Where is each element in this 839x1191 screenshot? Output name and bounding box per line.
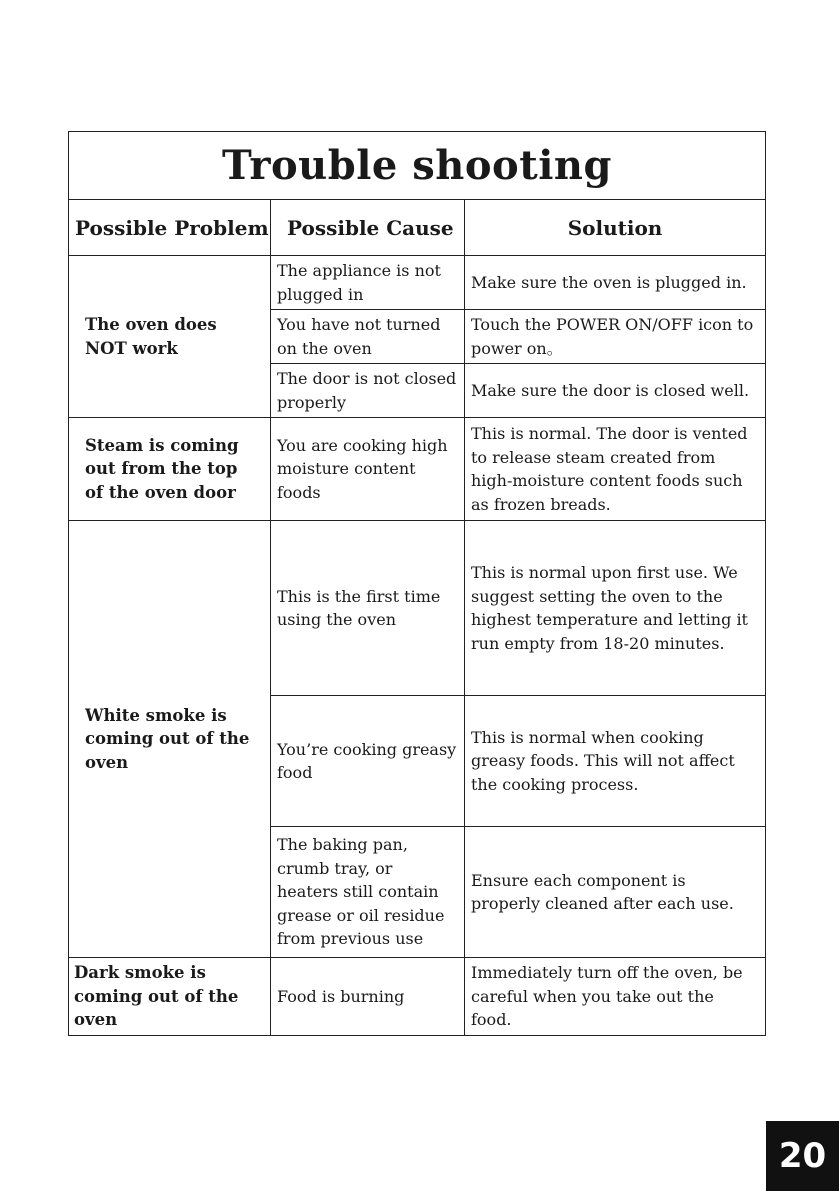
solution-cell: Make sure the door is closed well.	[465, 364, 766, 418]
solution-cell: This is normal. The door is vented to release steam created from high-moisture content foods such as frozen breads.	[465, 418, 766, 521]
cause-cell: You are cooking high moisture content foods	[271, 418, 465, 521]
cause-cell: You’re cooking greasy food	[271, 696, 465, 827]
solution-cell: This is normal when cooking greasy foods. This will not affect the cooking process.	[465, 696, 766, 827]
solution-cell: Touch the POWER ON/OFF icon to power on。	[465, 310, 766, 364]
cause-cell: The appliance is not plugged in	[271, 256, 465, 310]
header-possible-cause: Possible Cause	[271, 200, 465, 256]
table-row	[69, 521, 766, 696]
problem-oven-not-working: The oven does NOT work	[69, 256, 271, 418]
header-solution: Solution	[465, 200, 766, 256]
cause-cell: This is the first time using the oven	[271, 521, 465, 696]
solution-cell: This is normal upon first use. We suggest setting the oven to the highest temperature and letting it run empty from 18-20 minutes.	[465, 521, 766, 696]
cause-cell: The door is not closed properly	[271, 364, 465, 418]
table-row	[69, 256, 766, 310]
cause-cell: The baking pan, crumb tray, or heaters still contain grease or oil residue from previous use	[271, 827, 465, 958]
table-row	[69, 958, 766, 1036]
solution-cell: Ensure each component is properly cleaned after each use.	[465, 827, 766, 958]
header-possible-problem: Possible Problem	[69, 200, 271, 256]
page-number-badge: 20	[766, 1121, 839, 1191]
header-row	[69, 200, 766, 256]
solution-cell: Immediately turn off the oven, be careful when you take out the food.	[465, 958, 766, 1036]
table-row	[69, 418, 766, 521]
problem-white-smoke: White smoke is coming out of the oven	[69, 521, 271, 958]
cause-cell: Food is burning	[271, 958, 465, 1036]
troubleshooting-table	[68, 131, 766, 1036]
problem-steam: Steam is coming out from the top of the oven door	[69, 418, 271, 521]
page-title: Trouble shooting	[69, 132, 766, 200]
solution-cell: Make sure the oven is plugged in.	[465, 256, 766, 310]
problem-dark-smoke: Dark smoke is coming out of the oven	[69, 958, 271, 1036]
cause-cell: You have not turned on the oven	[271, 310, 465, 364]
